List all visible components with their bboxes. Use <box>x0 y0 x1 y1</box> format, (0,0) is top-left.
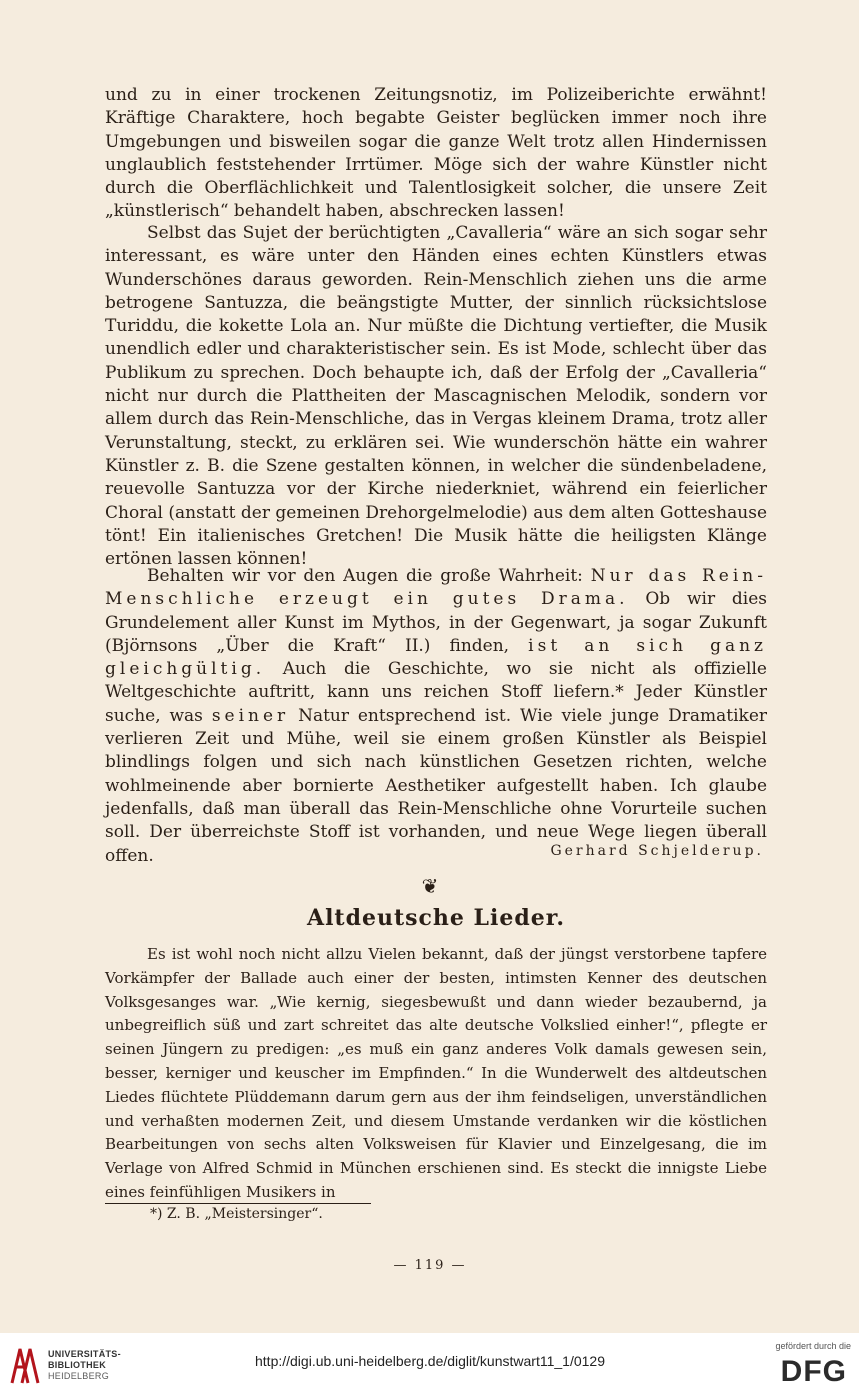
paragraph-text: Natur entsprechend ist. Wie viele junge Dramatiker verlieren Zeit und Mühe, weil sie einem großen Künstler als Beispiel blindlings folgen und sich nach künstlichen Gesetzen richten, welche wohlmeinende aber bornierte Aesthetiker aufgestellt haben. Ich glaube jedenfalls, daß man überall das Rein-Menschliche ohne Vorurteile suchen soll. Der überreichste Stoff ist vorhanden, und neue Wege liegen überall offen. <box>105 705 768 866</box>
dfg-logo[interactable]: DFG <box>780 1355 847 1388</box>
funding-label: gefördert durch die <box>775 1341 851 1351</box>
viewer-footer <box>0 1333 859 1397</box>
paragraph-text: Behalten wir vor den Augen die große Wahrheit: <box>147 566 591 586</box>
library-name-line: BIBLIOTHEK <box>48 1360 106 1370</box>
paragraph <box>105 565 767 868</box>
ornament-icon: ❦ <box>421 874 439 898</box>
footnote-divider <box>105 1203 371 1204</box>
paragraph: Es ist wohl noch nicht allzu Vielen bekannt, daß der jüngst verstorbene tapfere Vorkämpfer der Ballade auch einer der besten, intimsten Kenner des deutschen Volksgesanges war. „Wie kernig, siegesbewußt und dann wieder bezaubernd, ja unbegreiflich süß und zart schreitet das alte deutsche Volkslied einher!“, pflegte er seinen Jüngern zu predigen: „es muß ein ganz anderes Volk damals gewesen sein, besser, kerniger und keuscher im Empfinden.“ In die Wunderwelt des altdeutschen Liedes flüchtete Plüddemann darum gern aus der ihm feindseligen, unverständlichen und verhaßten modernen Zeit, und diesem Umstande verdanken wir die köstlichen Bearbeitungen von sechs alten Volksweisen für Klavier und Einzelgesang, die im Verlage von Alfred Schmid in München erschienen sind. Es steckt die innigste Liebe eines feinfühligen Musikers in <box>105 945 767 1201</box>
library-name-line: UNIVERSITÄTS- <box>48 1349 121 1359</box>
emphasized-text: ist an sich ganz gleichgültig. <box>105 635 768 680</box>
footnote: *) Z. B. „Meistersinger“. <box>150 1206 323 1222</box>
paragraph-text: Auch die Geschichte, wo sie nicht als offizielle Weltgeschichte auftritt, kann uns reichen Stoff liefern.* Jeder Künstler suche, was <box>105 659 767 726</box>
source-url-link[interactable]: http://digi.ub.uni-heidelberg.de/diglit/kunstwart11_1/0129 <box>255 1353 605 1369</box>
paragraph: und zu in einer trockenen Zeitungsnotiz, im Polizeiberichte erwähnt! Kräftige Charaktere, hoch begabte Geister beglücken immer noch ihre Umgebungen und bisweilen sogar die ganze Welt trotz allen Hindernissen unglaublich feststehender Irrtümer. Möge sich der wahre Künstler nicht durch die Oberflächlichkeit und Talentlosigkeit solcher, die unsere Zeit „künstlerisch“ behandelt haben, abschrecken lassen! <box>105 85 767 222</box>
paragraph-text: Ob wir dies Grundelement aller Kunst im Mythos, in der Gegenwart, ja sogar Zukunft (Björnsons „Über die Kraft“ II.) finden, <box>105 589 767 656</box>
paragraph: Selbst das Sujet der berüchtigten „Cavalleria“ wäre an sich sogar sehr interessant, es wäre unter den Händen eines echten Künstlers etwas Wunderschönes daraus geworden. Rein-Menschlich ziehen uns die arme betrogene Santuzza, die beängstigte Mutter, der sinnlich rücksichtslose Turiddu, die kokette Lola an. Nur müßte die Dichtung vertiefter, die Musik unendlich edler und charakteristischer sein. Es ist Mode, schlecht über das Publikum zu sprechen. Doch behaupte ich, daß der Erfolg der „Cavalleria“ nicht nur durch die Plattheiten der Mascagnischen Melodik, sondern vor allem durch das Rein-Menschliche, das in Vergas kleinem Drama, trotz aller Verunstaltung, steckt, zu erklären sei. Wie wunderschön hätte ein wahrer Künstler z. B. die Szene gestalten können, in welcher die sündenbeladene, reuevolle Santuzza vor der Kirche niederkniet, während ein feierlicher Choral (anstatt der gemeinen Drehorgelmelodie) aus dem alten Gotteshause tönt! Ein italienisches Gretchen! Die Musik hätte die heiligsten Klänge ertönen lassen können! <box>105 223 767 570</box>
section-title: Altdeutsche Lieder. <box>307 905 565 931</box>
author-signature: Gerhard Schjelderup. <box>550 843 764 859</box>
library-city: HEIDELBERG <box>48 1371 110 1381</box>
page-number: — 119 — <box>393 1258 467 1273</box>
emphasized-text: seiner <box>211 705 290 726</box>
library-logo-icon[interactable] <box>8 1343 40 1387</box>
emphasized-text: Nur das Rein-Menschliche erzeugt ein gutes Drama. <box>105 566 767 610</box>
